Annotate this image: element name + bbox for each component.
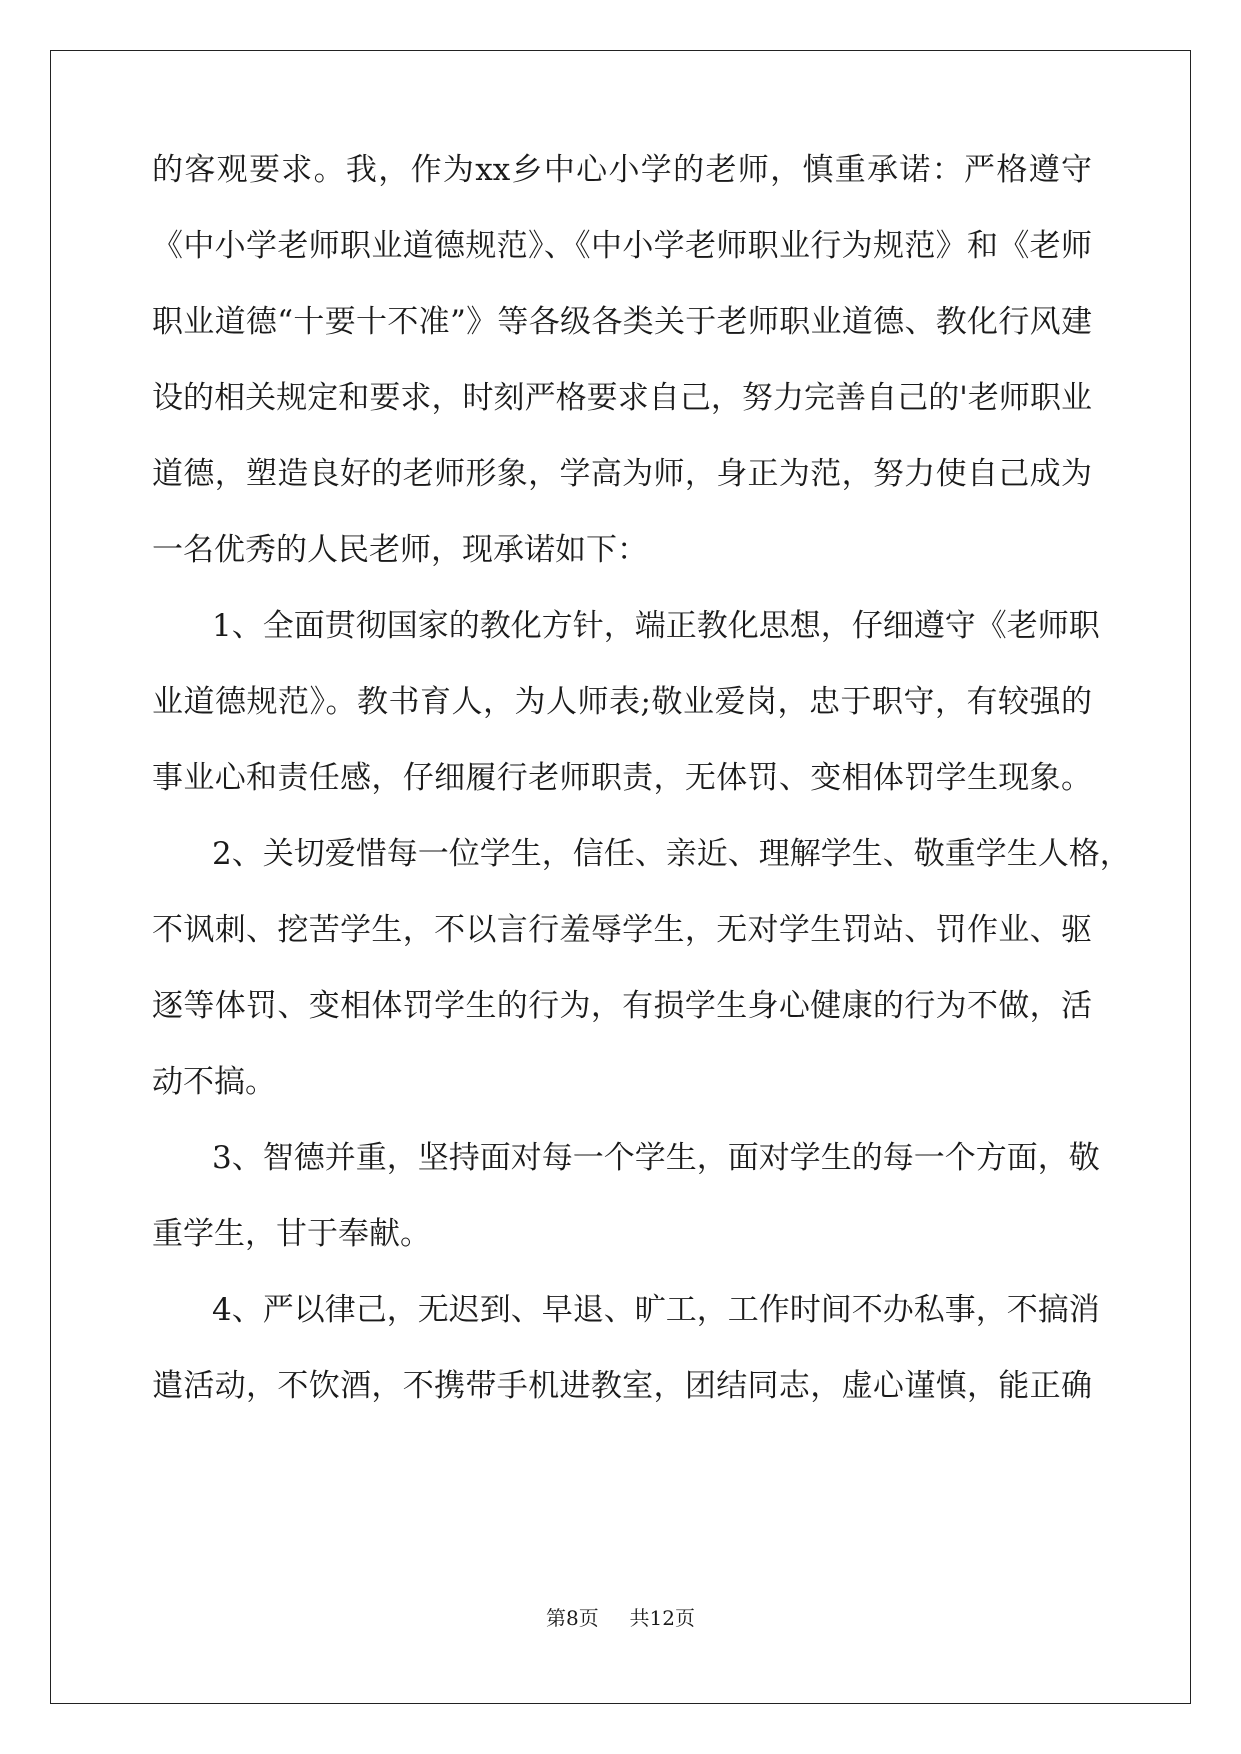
text-line-2: 《中小学老师职业道德规范》、《中小学老师职业行为规范》和《老师 xyxy=(152,228,1092,264)
text-line-1: 的客观要求。我，作为xx乡中心小学的老师，慎重承诺：严格遵守 xyxy=(152,152,1092,188)
item-4-line-1: 4、严以律己，无迟到、早退、旷工，工作时间不办私事，不搞消 xyxy=(212,1292,1100,1328)
text-line-6: 一名优秀的人民老师，现承诺如下： xyxy=(152,532,648,568)
item-1-line-1: 1、全面贯彻国家的教化方针，端正教化思想，仔细遵守《老师职 xyxy=(212,608,1100,644)
item-1-line-2: 业道德规范》。教书育人，为人师表;敬业爱岗，忠于职守，有较强的 xyxy=(152,684,1092,720)
item-1-line-3: 事业心和责任感，仔细履行老师职责，无体罚、变相体罚学生现象。 xyxy=(152,760,1092,796)
item-3-line-1: 3、智德并重，坚持面对每一个学生，面对学生的每一个方面，敬 xyxy=(212,1140,1100,1176)
item-4-line-2: 遣活动，不饮酒，不携带手机进教室，团结同志，虚心谨慎，能正确 xyxy=(152,1368,1092,1404)
item-3-line-2: 重学生，甘于奉献。 xyxy=(152,1216,431,1252)
text-line-3: 职业道德“十要十不准”》等各级各类关于老师职业道德、教化行风建 xyxy=(152,304,1092,340)
item-2-line-4: 动不搞。 xyxy=(152,1064,276,1100)
item-2-line-3: 逐等体罚、变相体罚学生的行为，有损学生身心健康的行为不做，活 xyxy=(152,988,1092,1024)
item-2-line-1: 2、关切爱惜每一位学生，信任、亲近、理解学生、敬重学生人格， xyxy=(212,836,1131,872)
text-line-4: 设的相关规定和要求，时刻严格要求自己，努力完善自己的'老师职业 xyxy=(152,380,1092,416)
page-number: 第8页 xyxy=(546,1606,599,1630)
page-total: 共12页 xyxy=(629,1606,695,1630)
text-line-5: 道德，塑造良好的老师形象，学高为师，身正为范，努力使自己成为 xyxy=(152,456,1092,492)
page-footer xyxy=(0,1606,1241,1630)
page-border xyxy=(50,50,1191,1704)
item-2-line-2: 不讽刺、挖苦学生，不以言行羞辱学生，无对学生罚站、罚作业、驱 xyxy=(152,912,1092,948)
